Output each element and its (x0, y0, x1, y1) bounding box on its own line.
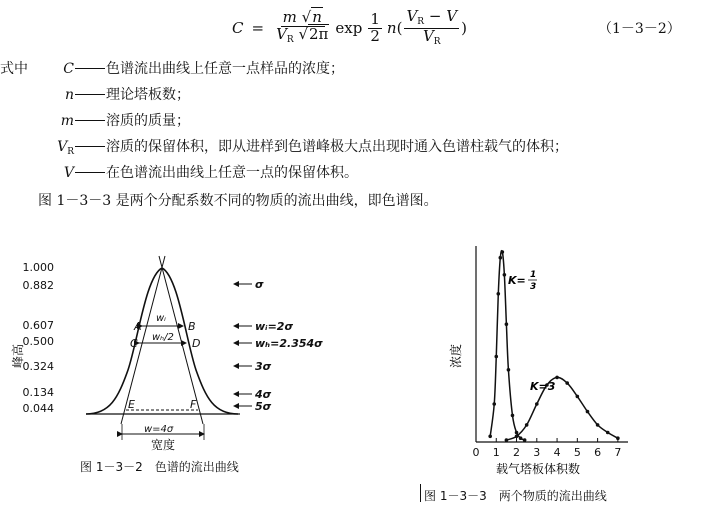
point-E: E (128, 398, 135, 411)
series-point-1 (488, 435, 492, 439)
eq-equals: = (251, 19, 265, 37)
caption-left: 图 1－3－2 色谱的流出曲线 (80, 460, 239, 474)
series-point-2 (596, 423, 600, 427)
series-point-1 (523, 438, 527, 442)
series-point-1 (492, 402, 496, 406)
eq-fraction-1: $\frac{m √n}{V_R √2\pi}$ (276, 8, 329, 46)
figure-two-peaks (448, 236, 638, 476)
definition-m: m 溶质的质量； (60, 113, 190, 129)
eq-n: n (386, 19, 397, 37)
series-point-2 (515, 435, 519, 439)
svg-text:1: 1 (530, 270, 537, 280)
series-point-1 (515, 431, 519, 435)
x-tick-label: 7 (614, 446, 622, 459)
label-k-one-third (508, 270, 536, 292)
label-wh2: wₕ/2 (152, 332, 174, 343)
definition-C: C 色谱流出曲线上任意一点样品的浓度； (63, 61, 344, 77)
eq-exp: exp (335, 19, 363, 37)
eq-fraction-2: $\frac{V_R - V}{V_R}$ (406, 7, 458, 47)
ytick-0607: 0.607 (22, 319, 54, 332)
series-point-2 (505, 438, 509, 442)
series-point-1 (511, 414, 515, 418)
paragraph: 图 1－3－3 是两个分配系数不同的物质的流出曲线，即色谱图。 (38, 193, 438, 209)
series-line-2 (506, 377, 617, 440)
series-point-2 (525, 423, 529, 427)
svg-text:3: 3 (530, 282, 537, 292)
series-point-2 (555, 376, 559, 380)
series-point-2 (616, 436, 620, 440)
x-tick-label: 5 (573, 446, 581, 459)
label-w-base: w=4σ (144, 424, 174, 435)
figure-elution-curve (0, 248, 323, 478)
series-point-1 (519, 436, 523, 440)
x-tick-label: 2 (513, 446, 521, 459)
series-point-1 (503, 273, 507, 277)
ytick-0882: 0.882 (22, 279, 54, 292)
series-point-1 (499, 256, 503, 260)
eq-lhs: C (232, 19, 244, 37)
series-point-1 (501, 250, 505, 254)
annot-4sigma: 4σ (255, 388, 272, 401)
left-xlabel: 宽度 (150, 438, 176, 452)
caption-right: 图 1－3－3 两个物质的流出曲线 (424, 489, 607, 503)
series-point-2 (586, 410, 590, 414)
point-A: A (134, 320, 142, 333)
series-point-1 (494, 355, 498, 359)
definition-n: n 理论塔板数； (64, 87, 190, 103)
series-point-1 (496, 292, 500, 296)
definition-VR: $V_R$ 溶质的保留体积，即从进样到色谱峰极大点出现时通入色谱柱载气的体积； (57, 139, 568, 157)
ytick-0324: 0.324 (22, 360, 54, 373)
annot-sigma: σ (255, 278, 264, 291)
series-point-2 (535, 402, 539, 406)
point-D: D (192, 337, 201, 350)
ytick-0044: 0.044 (22, 402, 54, 415)
label-k3: K=3 (530, 380, 556, 393)
annot-wh: wₕ=2.354σ (255, 337, 323, 350)
x-tick-label: 0 (472, 446, 480, 459)
right-ylabel: 浓度 (449, 343, 463, 369)
definition-V: V 在色谱流出曲线上任意一点的保留体积。 (63, 165, 358, 181)
equation (232, 6, 467, 50)
eq-paren-close: ) (461, 19, 467, 37)
svg-text:K=: K= (508, 274, 526, 287)
eq-half: $\frac{1}{2}$ (370, 9, 380, 45)
left-ylabel: 峰高 (11, 343, 25, 369)
series-point-1 (507, 368, 511, 372)
right-xlabel: 载气塔板体积数 (495, 462, 581, 476)
caption-right-bar (420, 484, 421, 502)
where-label: 式中 (0, 61, 28, 77)
label-wi: wᵢ (156, 313, 166, 324)
annot-wi-2sigma: wᵢ=2σ (255, 320, 294, 333)
point-B: B (188, 320, 196, 333)
eq-paren-open: ( (396, 19, 403, 37)
annot-3sigma: 3σ (255, 360, 272, 373)
ytick-0500: 0.500 (22, 335, 54, 348)
annot-5sigma: 5σ (255, 400, 272, 413)
equation-number: （1－3－2） (598, 21, 681, 37)
ytick-1000: 1.000 (22, 261, 54, 274)
series-point-1 (505, 322, 509, 326)
ytick-0134: 0.134 (22, 386, 54, 399)
x-tick-label: 3 (533, 446, 541, 459)
point-C: C (130, 337, 138, 350)
x-tick-label: 6 (594, 446, 602, 459)
series-point-2 (565, 381, 569, 385)
series-point-2 (606, 431, 610, 435)
series-point-2 (576, 395, 580, 399)
x-tick-label: 1 (492, 446, 500, 459)
point-F: F (190, 398, 197, 411)
x-tick-label: 4 (553, 446, 561, 459)
